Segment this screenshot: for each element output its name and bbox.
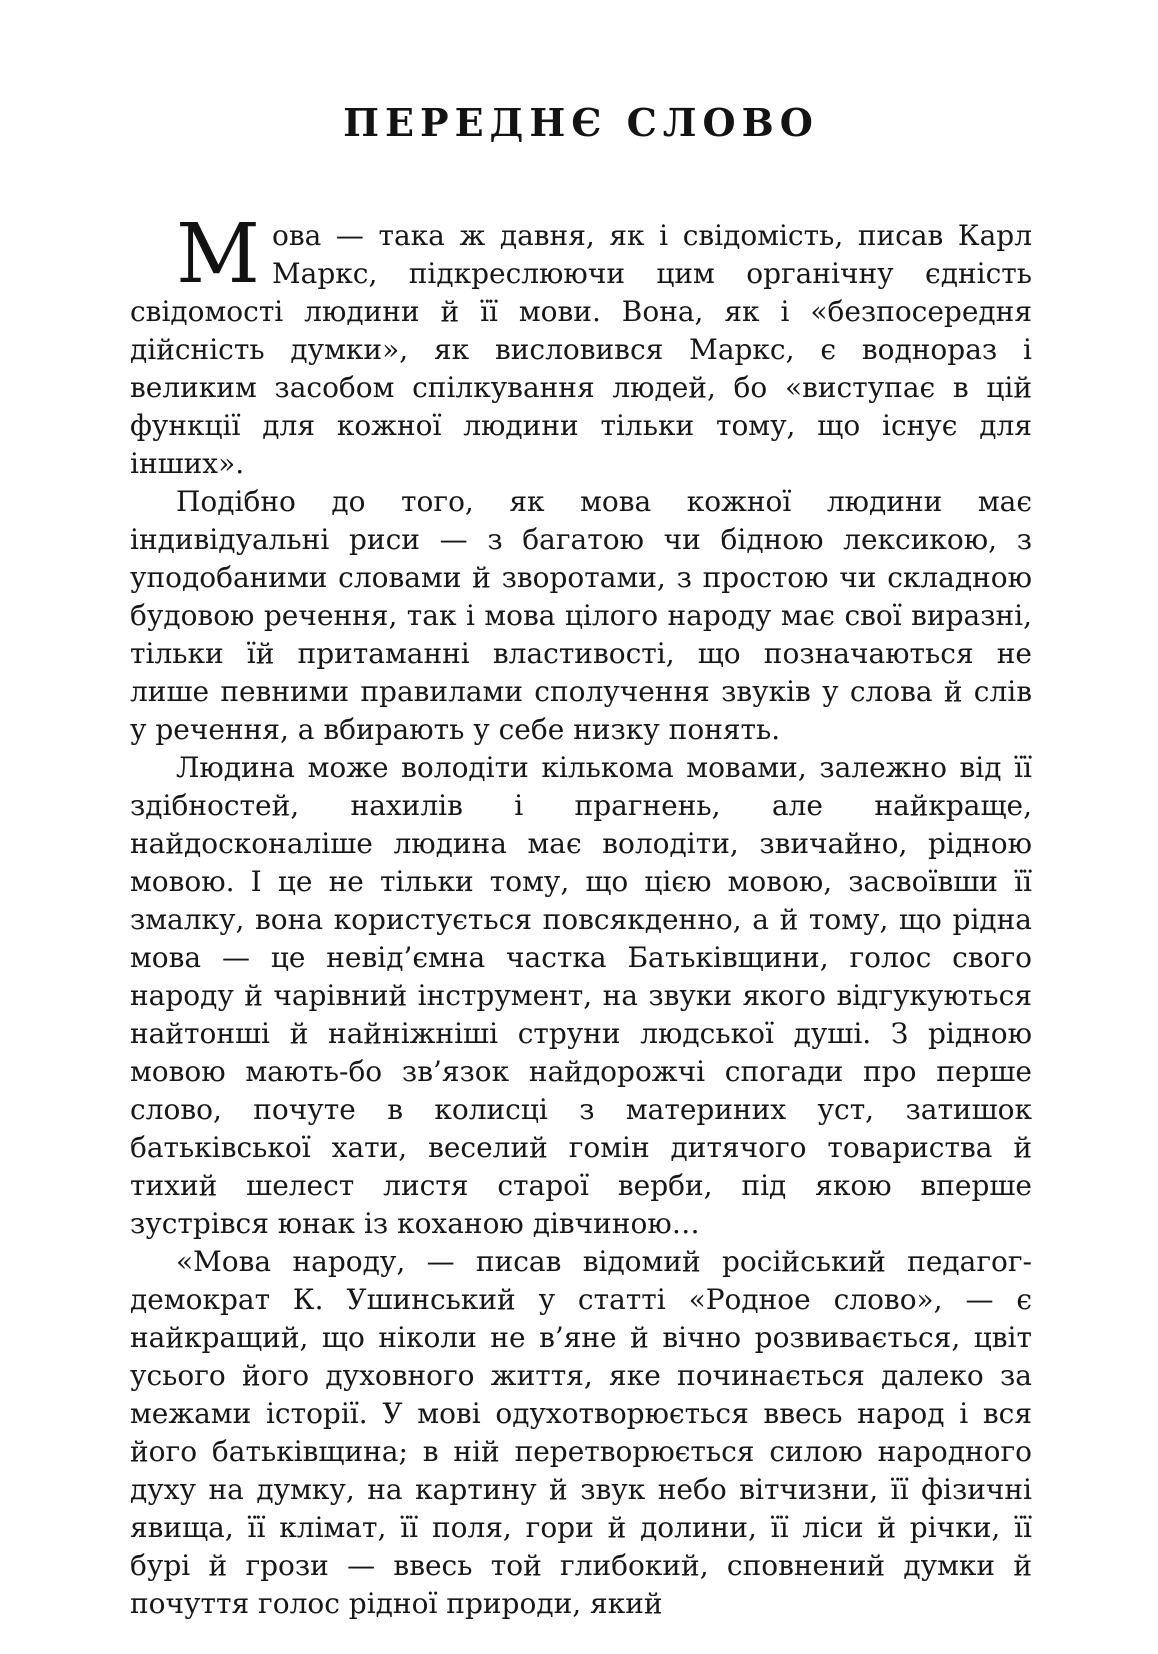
paragraph-2: Подібно до того, як мова кожної людини має індивідуальні риси — з багатою чи бідною лексикою, з уподобаними словами й зворотами, з простою чи складною будовою речення, так і мова цілого народу має свої виразні, тільки їй притаманні властивості, що позначаються не лише певними правилами сполучення звуків у слова й слів у речення, а вбирають у себе низку понять. [130, 485, 1032, 746]
lead-paragraph-text: ова — така ж давня, як і свідомість, писав Карл Маркс, підкреслюючи цим органічну єдність свідомості людини й її мови. Вона, як і «безпосередня дійсність думки», як висловився Маркс, є воднораз і великим засобом спілкування людей, бо «виступає в цій функції для кожної людини тільки тому, що існує для інших». [130, 219, 1032, 480]
paragraph-3: Людина може володіти кількома мовами, залежно від її здібностей, нахилів і прагнень, але найкраще, найдосконаліше людина має володіти, звичайно, рідною мовою. І це не тільки тому, що цією мовою, засвоївши її змалку, вона користується повсякденно, а й тому, що рідна мова — це невід’ємна частка Батьківщини, голос свого народу й чарівний інструмент, на звуки якого відгукуються найтонші й найніжніші струни людської душі. З рідною мовою мають-бо зв’язок найдорожчі спогади про перше слово, почуте в колисці з материних уст, затишок батьківської хати, веселий гомін дитячого товариства й тихий шелест листя старої верби, під якою вперше зустрівся юнак із коханою дівчиною… [130, 751, 1032, 1240]
drop-cap: М [176, 207, 260, 302]
body-text [130, 207, 1032, 1623]
lead-paragraph [130, 207, 1032, 483]
page-title: ПЕРЕДНЄ СЛОВО [343, 100, 819, 145]
paragraph-4: «Мова народу, — писав відомий російський педагог-демократ К. Ушинський у статті «Родное слово», — є найкращий, що ніколи не в’яне й вічно розвивається, цвіт усього його духовного життя, яке починається далеко за межами історії. У мові одухотворюється ввесь народ і вся його батьківщина; в ній перетворюється силою народного духу на думку, на картину й звук небо вітчизни, її фізичні явища, її клімат, її поля, гори й долини, її ліси й річки, її бурі й грози — ввесь той глибокий, сповнений думки й почуття голос рідної природи, який [130, 1245, 1032, 1620]
